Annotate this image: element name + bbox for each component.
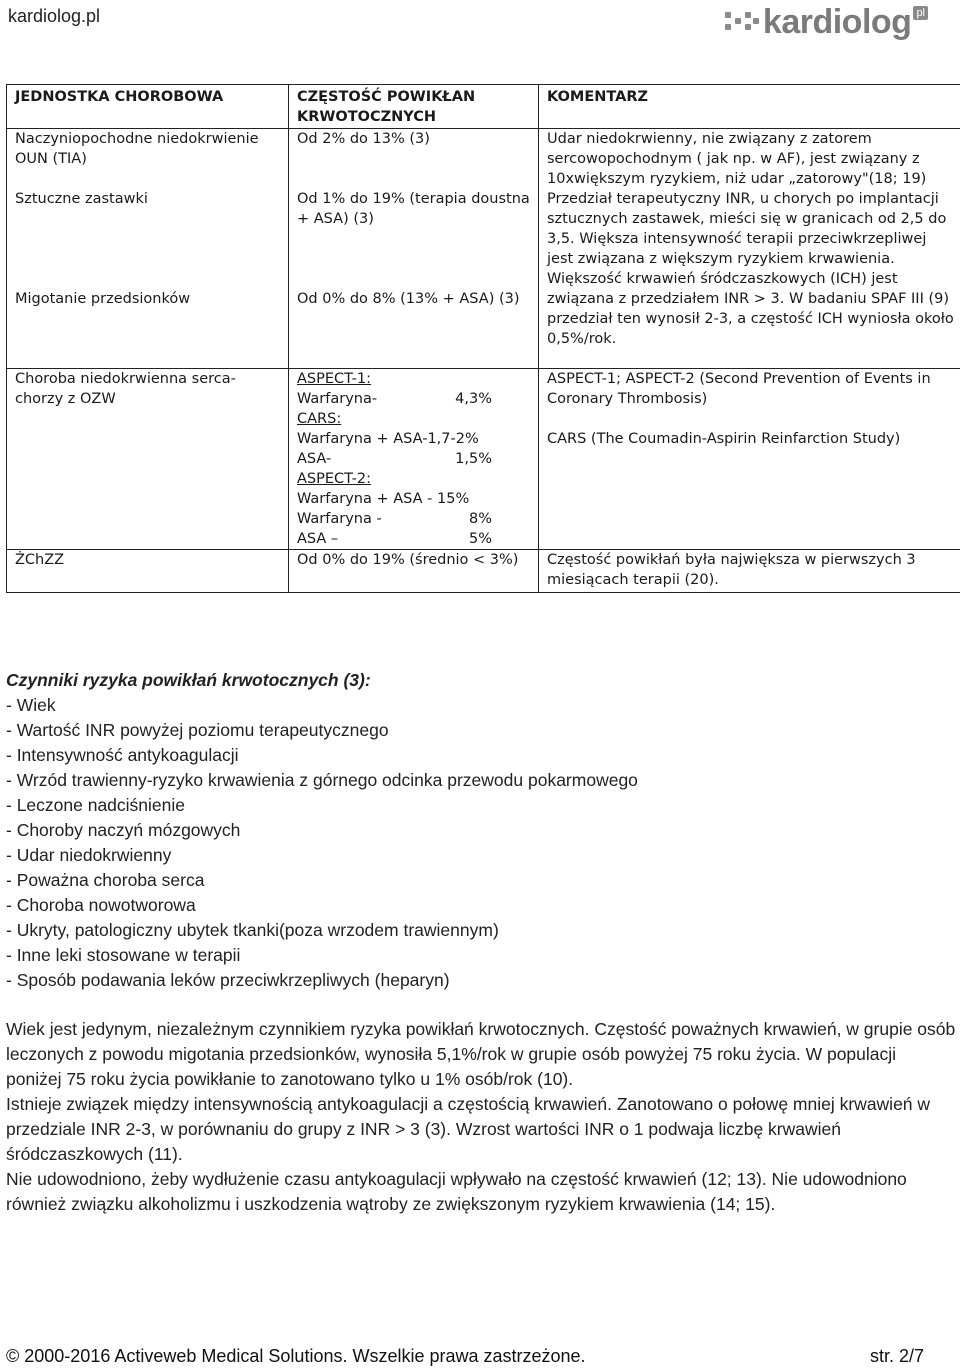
page-footer	[6, 1346, 924, 1367]
page-number: str. 2/7	[869, 1346, 924, 1366]
table-header-cell: KOMENTARZ	[539, 85, 960, 129]
comment-cell: Większość krwawień śródczaszkowych (ICH) jest związana z przedziałem INR > 3. W badaniu SPAF III (9) przedział ten wynosił 2-3, a częstość ICH wyniosła około 0,5%/rok.	[547, 271, 954, 347]
site-name: kardiolog.pl	[8, 6, 101, 26]
disease-cell: Migotanie przedsionków	[15, 291, 191, 307]
list-item: - Inne leki stosowane w terapii	[6, 945, 241, 965]
comment-cell: Przedział terapeutyczny INR, u chorych po implantacji sztucznych zastawek, mieści się w granicach od 2,5 do 3,5. Większa intensywność terapii przeciwkrzepliwej jest związana z większym ryzykiem krwawienia.	[547, 191, 947, 267]
paragraph: Nie udowodniono, żeby wydłużenie czasu antykoagulacji wpływało na częstość krwawień (12; 13). Nie udowodniono również związku alkoholizmu i uszkodzenia wątroby ze zwiększonym ryzykiem krwawienia (14; 15).	[6, 1169, 907, 1214]
paragraph: Istnieje związek między intensywnością antykoagulacji a częstością krwawień. Zanotowano o połowę mniej krwawień w przedziale INR 2-3, w porównaniu do grupy z INR > 3 (3). Wzrost wartości INR o 1 podwaja liczbę krwawień śródczaszkowych (11).	[6, 1094, 931, 1164]
study-label: ASA –	[297, 531, 339, 547]
study-label: Warfaryna + ASA-1,7-2%	[297, 431, 479, 447]
disease-cell: ŻChZZ	[7, 550, 289, 593]
comment-cell: ASPECT-1; ASPECT-2 (Second Prevention of Events in Coronary Thrombosis)	[547, 371, 931, 407]
table-row	[7, 369, 960, 550]
study-label: ASA-	[297, 451, 332, 467]
list-item: - Leczone nadciśnienie	[6, 795, 186, 815]
study-label: Warfaryna-	[297, 391, 378, 407]
study-label: ASPECT-2:	[297, 471, 372, 487]
list-item: - Wrzód trawienny-ryzyko krwawienia z górnego odcinka przewodu pokarmowego	[6, 770, 638, 790]
study-label: ASPECT-1:	[297, 371, 372, 387]
study-value: 8%	[468, 511, 492, 527]
disease-cell: Sztuczne zastawki	[15, 191, 148, 207]
frequency-cell: Od 1% do 19% (terapia doustna + ASA) (3)	[297, 191, 530, 227]
table-row	[7, 550, 960, 593]
table-header-row	[7, 85, 960, 129]
disease-cell: Naczyniopochodne niedokrwienie OUN (TIA)	[15, 131, 259, 167]
frequency-cell: Od 2% do 13% (3)	[297, 131, 430, 147]
list-item: - Poważna choroba serca	[6, 870, 205, 890]
list-item: - Wiek	[6, 695, 56, 715]
kardiolog-logo	[723, 2, 928, 42]
study-label: CARS:	[297, 411, 342, 427]
study-label: Warfaryna -	[297, 511, 382, 527]
list-item: - Udar niedokrwienny	[6, 845, 172, 865]
list-item: - Sposób podawania leków przeciwkrzepliwych (heparyn)	[6, 970, 450, 990]
frequency-cell: Od 0% do 19% (średnio < 3%)	[289, 550, 539, 593]
study-value: 5%	[468, 531, 492, 547]
copyright-text: © 2000-2016 Activeweb Medical Solutions. Wszelkie prawa zastrzeżone.	[6, 1346, 586, 1366]
frequency-cell: Od 0% do 8% (13% + ASA) (3)	[297, 291, 520, 307]
comment-cell: CARS (The Coumadin-Aspirin Reinfarction Study)	[547, 431, 901, 447]
risk-factors-heading: Czynniki ryzyka powikłań krwotocznych (3):	[6, 670, 371, 690]
list-item: - Wartość INR powyżej poziomu terapeutycznego	[6, 720, 389, 740]
list-item: - Choroba nowotworowa	[6, 895, 196, 915]
study-value: 4,3%	[455, 391, 492, 407]
comment-cell: Udar niedokrwienny, nie związany z zatorem sercowopochodnym ( jak np. w AF), jest związany z 10xwiększym ryzykiem, niż udar „zatorowy"(18; 19)	[547, 131, 927, 187]
paragraph: Wiek jest jedynym, niezależnym czynnikiem ryzyka powikłań krwotocznych. Częstość poważnych krwawień, w grupie osób leczonych z powodu migotania przedsionków, wynosiła 5,1%/rok w grupie osób powyżej 75 roku życia. W populacji poniżej 75 roku życia powikłanie to zanotowano tylko u 1% osób/rok (10).	[6, 1019, 956, 1089]
table-header-cell: JEDNOSTKA CHOROBOWA	[7, 85, 289, 129]
logo-text: kardiolog	[762, 2, 912, 41]
disease-cell: Choroba niedokrwienna serca-chorzy z OZW	[7, 369, 289, 550]
list-item: - Intensywność antykoagulacji	[6, 745, 239, 765]
study-label: Warfaryna + ASA - 15%	[297, 491, 470, 507]
table-row	[7, 129, 960, 369]
list-item: - Choroby naczyń mózgowych	[6, 820, 241, 840]
study-value: 1,5%	[455, 451, 492, 467]
list-item: - Ukryty, patologiczny ubytek tkanki(poza wrzodem trawiennym)	[6, 920, 499, 940]
table-header-cell: CZĘSTOŚĆ POWIKŁAN KRWOTOCZNYCH	[289, 85, 539, 129]
article-body	[6, 668, 956, 1217]
logo-dots-icon	[723, 8, 759, 36]
complications-table	[6, 84, 960, 593]
comment-cell: Częstość powikłań była największa w pierwszych 3 miesiącach terapii (20).	[539, 550, 960, 593]
logo-suffix: pl	[913, 6, 928, 20]
